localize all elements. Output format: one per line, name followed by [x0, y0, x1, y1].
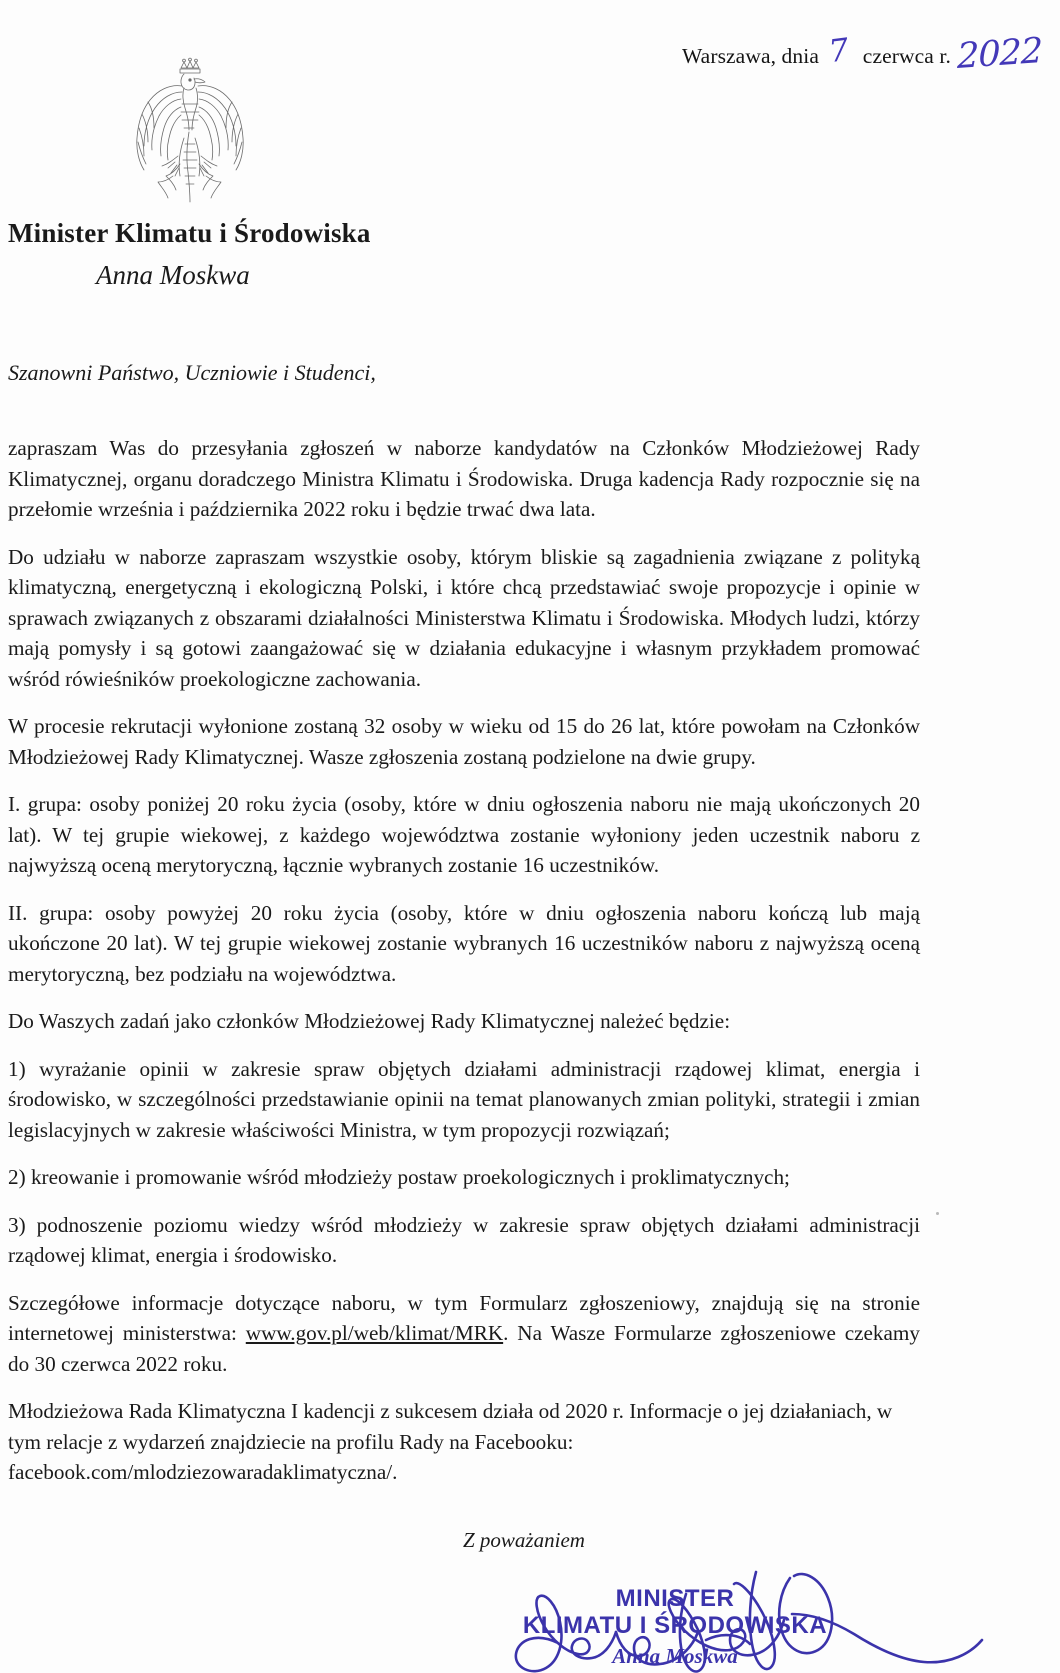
paragraph-tasks-intro: Do Waszych zadań jako członków Młodzieżowej Rady Klimatycznej należeć będzie: — [8, 1009, 731, 1033]
signature-block — [440, 1548, 1000, 1673]
paragraph-invitation: zapraszam Was do przesyłania zgłoszeń w naborze kandydatów na Członków Młodzieżowej Rady Klimatycznej, organu doradczego Ministra Klimatu i Środowiska. Druga kadencja Rady rozpocznie się na przełomie września i października 2022 roku i będzie trwać dwa lata. — [8, 436, 920, 521]
paragraph-group-two: II. grupa: osoby powyżej 20 roku życia (osoby, które w dniu ogłoszenia naboru kończą lub mają ukończone 20 lat). W tej grupie wiekowej zostanie wybranych 16 uczestników naboru z najwyższą oceną merytoryczną, bez podziału na województwa. — [8, 900, 920, 986]
paragraph-facebook: Młodzieżowa Rada Klimatyczna I kadencji z sukcesem działa od 2020 r. Informacje o jej działaniach, w tym relacje z wydarzeń znajdziecie na profilu Rady na Facebooku: facebook.com/mlodziezowaradaklimatyczna/. — [8, 1399, 893, 1484]
closing-phrase: Z poważaniem — [463, 1528, 585, 1552]
scan-artifact-speck — [936, 1212, 939, 1215]
letter-body — [8, 433, 920, 1505]
stamp-title — [500, 1585, 850, 1639]
salutation: Szanowni Państwo, Uczniowie i Studenci, — [8, 360, 376, 385]
handwritten-day: 7 — [826, 31, 851, 71]
paragraph-participation: Do udziału w naborze zapraszam wszystkie osoby, którym bliskie są zagadnienia związane z polityką klimatyczną, energetyczną i ekologiczną Polski, i które chcą przedstawiać swoje propozycje i opinie w sprawach związanych z obszarami działalności Ministerstwa Klimatu i Środowiska. Młodych ludzi, którzy mają pomysły i są gotowi zaangażować się w działania edukacyjne i własnym przykładem promować wśród rówieśników proekologiczne zachowania. — [8, 544, 920, 691]
stamp-line-2: KLIMATU I ŚRODOWISKA — [522, 1612, 828, 1639]
stamp-line-1: MINISTER — [615, 1585, 735, 1612]
paragraph-group-one: I. grupa: osoby poniżej 20 roku życia (osoby, które w dniu ogłoszenia naboru nie mają ukończonych 20 lat). W tej grupie wiekowej, z każdego województwa zostanie wyłoniony jeden uczestnik naboru z najwyższą oceną merytoryczną, łącznie wybranych zostanie 16 uczestników. — [8, 792, 920, 877]
paragraph-details — [8, 1288, 920, 1380]
task-item-2: 2) kreowanie i promowanie wśród młodzieży postaw proekologicznych i proklimatycznych; — [8, 1165, 790, 1189]
task-item-3: 3) podnoszenie poziomu wiedzy wśród młodzieży w zakresie spraw objętych działami administracji rządowej klimat, energia i środowisko. — [8, 1212, 920, 1267]
place-and-date — [682, 30, 1042, 78]
month-label: czerwca r. — [862, 44, 951, 68]
paragraph-recruitment: W procesie rekrutacji wyłonione zostaną 32 osoby w wieku od 15 do 26 lat, które powołam na Członków Młodzieżowej Rady Klimatycznej. Wasze zgłoszenia zostaną podzielone na dwie grupy. — [8, 714, 920, 769]
task-item-1: 1) wyrażanie opinii w zakresie spraw objętych działami administracji rządowej klimat, energia i środowisko, w szczególności przedstawianie opinii na temat planowanych zmian polityki, strategii i zmian legislacyjnych w zakresie właściwości Ministra, w tym propozycji rozwiązań; — [8, 1056, 920, 1142]
details-text-before-link: Szczegółowe informacje dotyczące naboru, w tym Formularz zgłoszeniowy, znajdują się na stronie internetowej ministerstwa: — [8, 1290, 920, 1345]
minister-name: Anna Moskwa — [96, 260, 250, 290]
polish-eagle-coat-of-arms-icon — [118, 52, 260, 204]
page-title: Minister Klimatu i Środowiska — [8, 218, 371, 248]
handwritten-year: 2022 — [957, 30, 1042, 78]
ministry-website-link[interactable]: www.gov.pl/web/klimat/MRK — [245, 1321, 504, 1345]
details-text-after-link: . Na Wasze Formularze zgłoszeniowe czekamy do 30 czerwca 2022 roku. — [8, 1321, 921, 1376]
place-date-prefix: Warszawa, dnia — [682, 44, 819, 68]
stamp-minister-name: Anna Moskwa — [612, 1644, 738, 1668]
